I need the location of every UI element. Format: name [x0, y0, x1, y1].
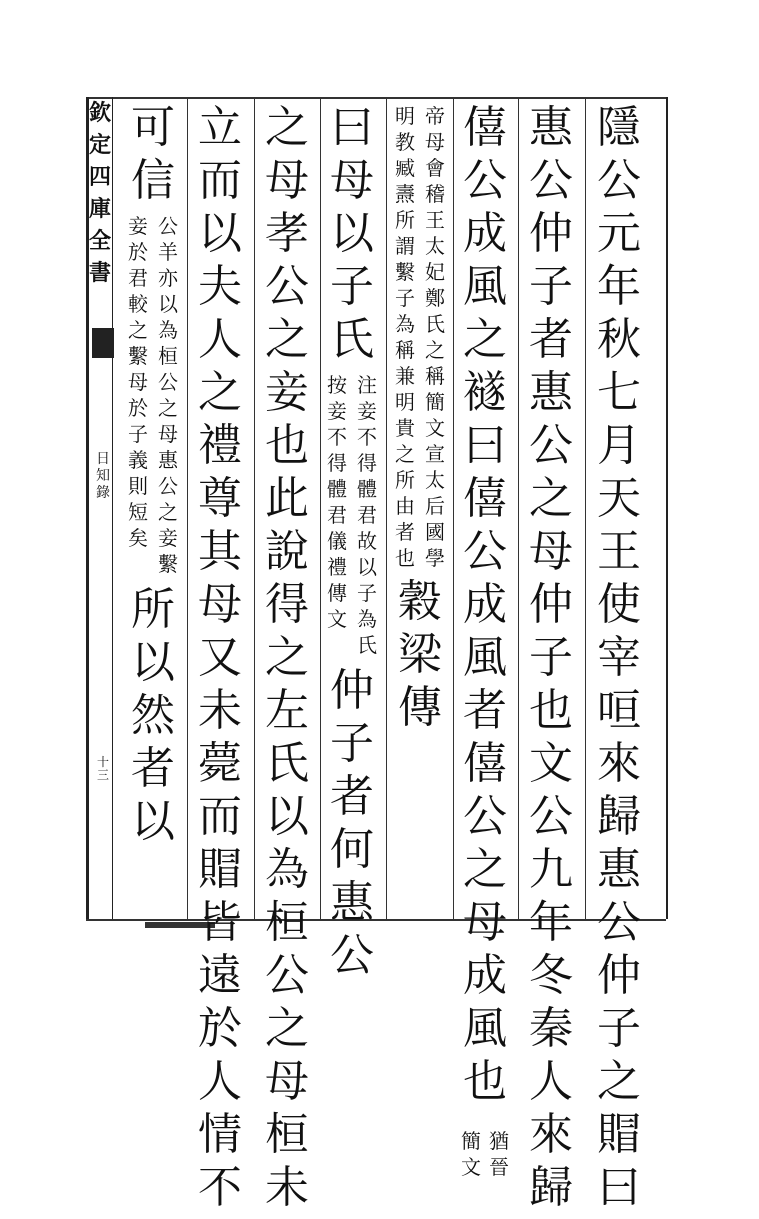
- glyph: 得: [327, 451, 347, 475]
- glyph: 公: [330, 930, 374, 981]
- text-column: [396, 576, 444, 739]
- text-column: [129, 584, 177, 853]
- glyph: 則: [128, 474, 148, 498]
- glyph: 薨: [198, 738, 242, 789]
- glyph: 未: [198, 685, 242, 736]
- glyph: 何: [330, 824, 374, 875]
- text-column: [263, 102, 311, 1219]
- glyph: 得: [357, 451, 377, 475]
- text-column: [328, 665, 376, 987]
- glyph: 歸: [529, 1162, 573, 1213]
- page-number: [97, 756, 109, 782]
- glyph: 桓: [158, 344, 178, 368]
- glyph: 母: [425, 130, 445, 154]
- glyph: 子: [597, 1003, 641, 1054]
- column-divider: [386, 97, 387, 919]
- glyph: 定: [88, 132, 111, 158]
- glyph: 氏: [425, 312, 445, 336]
- glyph: 母: [265, 155, 309, 206]
- glyph: 公: [265, 261, 309, 312]
- glyph: 者: [463, 685, 507, 736]
- glyph: 貴: [395, 416, 415, 440]
- glyph: 之: [463, 844, 507, 895]
- glyph: 曰: [330, 102, 374, 153]
- glyph: 於: [128, 240, 148, 264]
- glyph: 國: [425, 520, 445, 544]
- glyph: 子: [395, 286, 415, 310]
- glyph: 之: [597, 1056, 641, 1107]
- glyph: 猶: [489, 1129, 509, 1153]
- glyph: 帝: [425, 104, 445, 128]
- glyph: 得: [265, 579, 309, 630]
- glyph: 人: [529, 1056, 573, 1107]
- column-divider: [453, 97, 454, 919]
- glyph: 四: [88, 164, 111, 190]
- glyph: 又: [198, 632, 242, 683]
- glyph: 以: [198, 208, 242, 259]
- glyph: 來: [597, 738, 641, 789]
- glyph: 后: [425, 494, 445, 518]
- glyph: 曰: [597, 1162, 641, 1213]
- glyph: 咺: [597, 685, 641, 736]
- glyph: 夫: [198, 261, 242, 312]
- glyph: 王: [597, 526, 641, 577]
- glyph: 信: [131, 155, 175, 206]
- glyph: 義: [128, 448, 148, 472]
- glyph: 仲: [597, 950, 641, 1001]
- glyph: 太: [425, 468, 445, 492]
- glyph: 子: [128, 422, 148, 446]
- column-divider: [585, 97, 586, 919]
- glyph: 仲: [529, 208, 573, 259]
- text-column: [328, 102, 376, 371]
- glyph: 繫: [128, 344, 148, 368]
- glyph: 母: [198, 579, 242, 630]
- glyph: 錄: [96, 485, 110, 501]
- glyph: 書: [88, 260, 111, 286]
- glyph: 禮: [198, 420, 242, 471]
- glyph: 明: [395, 104, 415, 128]
- glyph: 稱: [425, 364, 445, 388]
- glyph: 妾: [357, 399, 377, 423]
- column-divider: [187, 97, 188, 919]
- glyph: 賵: [198, 844, 242, 895]
- annotation-column: [356, 375, 378, 661]
- glyph: 母: [265, 1056, 309, 1107]
- glyph: 之: [425, 338, 445, 362]
- glyph: 公: [597, 897, 641, 948]
- glyph: 以: [131, 637, 175, 688]
- glyph: 文: [425, 416, 445, 440]
- library-title: [88, 102, 112, 294]
- glyph: 也: [395, 546, 415, 570]
- glyph: 較: [128, 292, 148, 316]
- glyph: 孝: [265, 208, 309, 259]
- book-title: [96, 452, 110, 503]
- glyph: 不: [357, 425, 377, 449]
- glyph: 公: [529, 155, 573, 206]
- glyph: 公: [463, 155, 507, 206]
- glyph: 稽: [425, 182, 445, 206]
- text-column: [595, 102, 643, 1219]
- glyph: 皆: [198, 897, 242, 948]
- glyph: 全: [88, 228, 111, 254]
- column-divider: [320, 97, 321, 919]
- glyph: 之: [265, 102, 309, 153]
- glyph: 而: [198, 155, 242, 206]
- glyph: 年: [597, 261, 641, 312]
- glyph: 子: [330, 718, 374, 769]
- glyph: 之: [463, 314, 507, 365]
- glyph: 公: [529, 420, 573, 471]
- glyph: 梁: [398, 629, 442, 680]
- glyph: 公: [463, 526, 507, 577]
- glyph: 襚: [463, 367, 507, 418]
- glyph: 於: [128, 396, 148, 420]
- glyph: 傳: [327, 581, 347, 605]
- glyph: 臧: [395, 156, 415, 180]
- glyph: 簡: [461, 1129, 481, 1153]
- column-divider: [254, 97, 255, 919]
- glyph: 不: [327, 425, 347, 449]
- glyph: 曰: [463, 420, 507, 471]
- glyph: 繫: [158, 552, 178, 576]
- glyph: 歸: [597, 791, 641, 842]
- annotation-column: [127, 216, 149, 554]
- glyph: 隱: [597, 102, 641, 153]
- glyph: 為: [158, 318, 178, 342]
- glyph: 秋: [597, 314, 641, 365]
- glyph: 公: [265, 950, 309, 1001]
- glyph: 之: [265, 632, 309, 683]
- glyph: 稱: [395, 338, 415, 362]
- glyph: 仲: [330, 665, 374, 716]
- glyph: 母: [158, 422, 178, 446]
- glyph: 晉: [489, 1155, 509, 1179]
- glyph: 傳: [398, 682, 442, 733]
- glyph: 知: [96, 468, 110, 484]
- glyph: 矣: [128, 526, 148, 550]
- text-column: [196, 102, 244, 1219]
- glyph: 年: [529, 897, 573, 948]
- glyph: 母: [463, 897, 507, 948]
- glyph: 君: [357, 503, 377, 527]
- glyph: 冬: [529, 950, 573, 1001]
- glyph: 惠: [597, 844, 641, 895]
- glyph: 之: [158, 500, 178, 524]
- glyph: 按: [327, 373, 347, 397]
- glyph: 以: [357, 555, 377, 579]
- glyph: 故: [357, 529, 377, 553]
- glyph: 子: [357, 581, 377, 605]
- glyph: 天: [597, 473, 641, 524]
- glyph: 僖: [463, 738, 507, 789]
- glyph: 羊: [158, 240, 178, 264]
- glyph: 王: [425, 208, 445, 232]
- glyph: 可: [131, 102, 175, 153]
- glyph: 繫: [395, 260, 415, 284]
- glyph: 日: [96, 451, 110, 467]
- glyph: 然: [131, 690, 175, 741]
- glyph: 未: [265, 1162, 309, 1213]
- glyph: 月: [597, 420, 641, 471]
- glyph: 者: [395, 520, 415, 544]
- glyph: 為: [357, 607, 377, 631]
- glyph: 子: [529, 632, 573, 683]
- glyph: 公: [158, 474, 178, 498]
- glyph: 也: [529, 685, 573, 736]
- glyph: 之: [198, 367, 242, 418]
- glyph: 之: [158, 396, 178, 420]
- column-divider: [518, 97, 519, 919]
- glyph: 僖: [463, 473, 507, 524]
- glyph: 者: [330, 771, 374, 822]
- glyph: 母: [529, 526, 573, 577]
- glyph: 風: [463, 261, 507, 312]
- glyph: 太: [425, 234, 445, 258]
- glyph: 之: [265, 314, 309, 365]
- glyph: 三: [97, 768, 110, 782]
- glyph: 之: [529, 473, 573, 524]
- glyph: 者: [529, 314, 573, 365]
- glyph: 遠: [198, 950, 242, 1001]
- glyph: 秦: [529, 1003, 573, 1054]
- glyph: 之: [128, 318, 148, 342]
- glyph: 其: [198, 526, 242, 577]
- glyph: 穀: [398, 576, 442, 627]
- glyph: 公: [463, 791, 507, 842]
- glyph: 以: [158, 292, 178, 316]
- glyph: 風: [463, 632, 507, 683]
- glyph: 子: [330, 261, 374, 312]
- glyph: 說: [265, 526, 309, 577]
- glyph: 燾: [395, 182, 415, 206]
- glyph: 公: [158, 214, 178, 238]
- text-column: [527, 102, 575, 1219]
- glyph: 氏: [330, 314, 374, 365]
- glyph: 風: [463, 1003, 507, 1054]
- glyph: 宣: [425, 442, 445, 466]
- annotation-column: [157, 216, 179, 580]
- glyph: 情: [198, 1109, 242, 1160]
- glyph: 由: [395, 494, 415, 518]
- glyph: 文: [529, 738, 573, 789]
- glyph: 僖: [463, 102, 507, 153]
- glyph: 十: [97, 755, 110, 769]
- glyph: 氏: [265, 738, 309, 789]
- glyph: 欽: [88, 100, 111, 126]
- glyph: 賵: [597, 1109, 641, 1160]
- text-column: [129, 102, 177, 212]
- glyph: 子: [529, 261, 573, 312]
- glyph: 短: [128, 500, 148, 524]
- glyph: 教: [395, 130, 415, 154]
- glyph: 者: [131, 743, 175, 794]
- glyph: 所: [395, 468, 415, 492]
- glyph: 使: [597, 579, 641, 630]
- annotation-column: [394, 106, 416, 574]
- glyph: 九: [529, 844, 573, 895]
- glyph: 簡: [425, 390, 445, 414]
- glyph: 公: [158, 370, 178, 394]
- glyph: 謂: [395, 234, 415, 258]
- glyph: 公: [529, 791, 573, 842]
- glyph: 成: [463, 208, 507, 259]
- volume-seal-icon: [92, 328, 114, 358]
- glyph: 惠: [529, 367, 573, 418]
- glyph: 明: [395, 390, 415, 414]
- glyph: 為: [265, 844, 309, 895]
- glyph: 妾: [128, 214, 148, 238]
- glyph: 成: [463, 579, 507, 630]
- glyph: 以: [131, 796, 175, 847]
- glyph: 母: [128, 370, 148, 394]
- glyph: 人: [198, 314, 242, 365]
- glyph: 不: [198, 1162, 242, 1213]
- annotation-column: [460, 1131, 482, 1183]
- glyph: 立: [198, 102, 242, 153]
- glyph: 桓: [265, 897, 309, 948]
- glyph: 妾: [327, 399, 347, 423]
- text-column: [461, 102, 509, 1113]
- glyph: 體: [357, 477, 377, 501]
- glyph: 亦: [158, 266, 178, 290]
- glyph: 所: [395, 208, 415, 232]
- glyph: 元: [597, 208, 641, 259]
- glyph: 體: [327, 477, 347, 501]
- glyph: 來: [529, 1109, 573, 1160]
- glyph: 尊: [198, 473, 242, 524]
- glyph: 公: [597, 155, 641, 206]
- glyph: 也: [463, 1056, 507, 1107]
- glyph: 之: [265, 1003, 309, 1054]
- glyph: 惠: [330, 877, 374, 928]
- glyph: 所: [131, 584, 175, 635]
- glyph: 桓: [265, 1109, 309, 1160]
- glyph: 七: [597, 367, 641, 418]
- glyph: 此: [265, 473, 309, 524]
- glyph: 鄭: [425, 286, 445, 310]
- glyph: 君: [327, 503, 347, 527]
- glyph: 禮: [327, 555, 347, 579]
- glyph: 也: [265, 420, 309, 471]
- glyph: 注: [357, 373, 377, 397]
- glyph: 惠: [529, 102, 573, 153]
- glyph: 氏: [357, 633, 377, 657]
- glyph: 儀: [327, 529, 347, 553]
- glyph: 文: [461, 1155, 481, 1179]
- glyph: 母: [330, 155, 374, 206]
- glyph: 庫: [88, 196, 111, 222]
- glyph: 會: [425, 156, 445, 180]
- annotation-column: [424, 106, 446, 574]
- annotation-column: [326, 375, 348, 635]
- glyph: 而: [198, 791, 242, 842]
- glyph: 於: [198, 1003, 242, 1054]
- glyph: 人: [198, 1056, 242, 1107]
- glyph: 之: [395, 442, 415, 466]
- glyph: 以: [330, 208, 374, 259]
- bottom-rule: [86, 919, 666, 921]
- glyph: 妾: [158, 526, 178, 550]
- glyph: 文: [327, 607, 347, 631]
- glyph: 惠: [158, 448, 178, 472]
- glyph: 妾: [265, 367, 309, 418]
- glyph: 君: [128, 266, 148, 290]
- glyph: 宰: [597, 632, 641, 683]
- glyph: 兼: [395, 364, 415, 388]
- glyph: 成: [463, 950, 507, 1001]
- glyph: 左: [265, 685, 309, 736]
- glyph: 為: [395, 312, 415, 336]
- glyph: 學: [425, 546, 445, 570]
- annotation-column: [488, 1131, 510, 1183]
- glyph: 仲: [529, 579, 573, 630]
- glyph: 妃: [425, 260, 445, 284]
- glyph: 以: [265, 791, 309, 842]
